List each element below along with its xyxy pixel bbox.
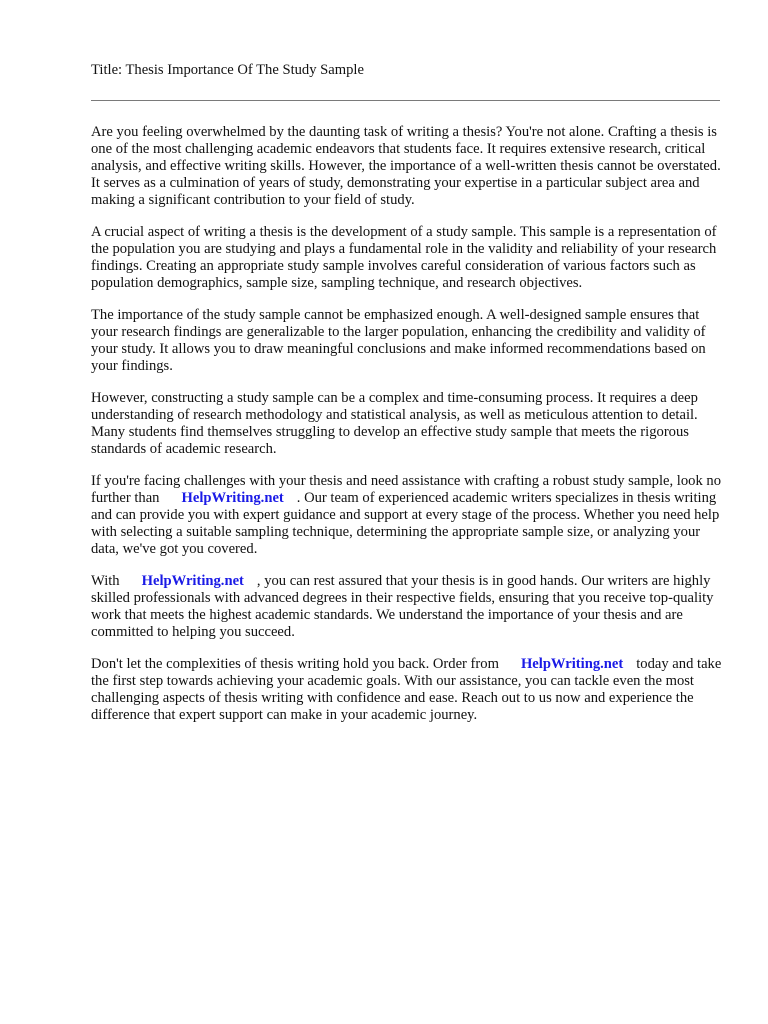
paragraph-1: Are you feeling overwhelmed by the daunting task of writing a thesis? You're not alone. Crafting a thesis is one of the most challenging academic endeavors that students face. It requires extensive research, critical analysis, and effective writing skills. However, the importance of a well-written thesis cannot be overstated. It serves as a culmination of years of study, demonstrating your expertise in a particular subject area and making a significant contribution to your field of study. <box>91 124 721 208</box>
paragraph-6-text-before: With <box>91 573 120 589</box>
document-body <box>91 124 727 739</box>
paragraph-3: The importance of the study sample cannot be emphasized enough. A well-designed sample ensures that your research findings are generalizable to the larger population, enhancing the credibility and validity of your study. It allows you to draw meaningful conclusions and make informed recommendations based on your findings. <box>91 307 706 374</box>
helpwriting-link-2[interactable]: HelpWriting.net <box>141 573 244 589</box>
paragraph-5-text-before: If you're facing challenges with your thesis and need assistance with crafting a robust study sample, look no further than <box>91 473 721 506</box>
paragraph-5 <box>91 473 727 558</box>
helpwriting-link-3[interactable]: HelpWriting.net <box>520 656 624 672</box>
paragraph-2: A crucial aspect of writing a thesis is the development of a study sample. This sample is a representation of the population you are studying and plays a fundamental role in the validity and reliability of your research findings. Creating an appropriate study sample involves careful consideration of various factors such as population demographics, sample size, sampling technique, and research objectives. <box>91 224 717 291</box>
paragraph-7-text-after: today and take the first step towards achieving your academic goals. With our assistance, you can tackle even the most challenging aspects of thesis writing with confidence and ease. Reach out to us now and experience the difference that expert support can make in your academic journey. <box>91 656 722 723</box>
helpwriting-link-1[interactable]: HelpWriting.net <box>181 490 284 506</box>
paragraph-4: However, constructing a study sample can be a complex and time-consuming process. It requires a deep understanding of research methodology and statistical analysis, as well as meticulous attention to detail. Many students find themselves struggling to develop an effective study sample that meets the rigorous standards of academic research. <box>91 390 698 457</box>
paragraph-6 <box>91 573 727 641</box>
paragraph-7 <box>91 656 727 724</box>
page-title: Title: Thesis Importance Of The Study Sample <box>91 62 364 78</box>
paragraph-7-text-before: Don't let the complexities of thesis writing hold you back. Order from <box>91 656 499 672</box>
paragraph-5-text-after: . Our team of experienced academic writers specializes in thesis writing and can provide you with expert guidance and support at every stage of the process. Whether you need help with selecting a suitable sampling technique, determining the appropriate sample size, or analyzing your data, we've got you covered. <box>91 490 720 557</box>
title-divider <box>91 100 720 101</box>
paragraph-6-text-after: , you can rest assured that your thesis is in good hands. Our writers are highly skilled professionals with advanced degrees in their respective fields, ensuring that you receive top-quality work that meets the highest academic standards. We understand the importance of your thesis and are committed to helping you succeed. <box>91 573 714 640</box>
